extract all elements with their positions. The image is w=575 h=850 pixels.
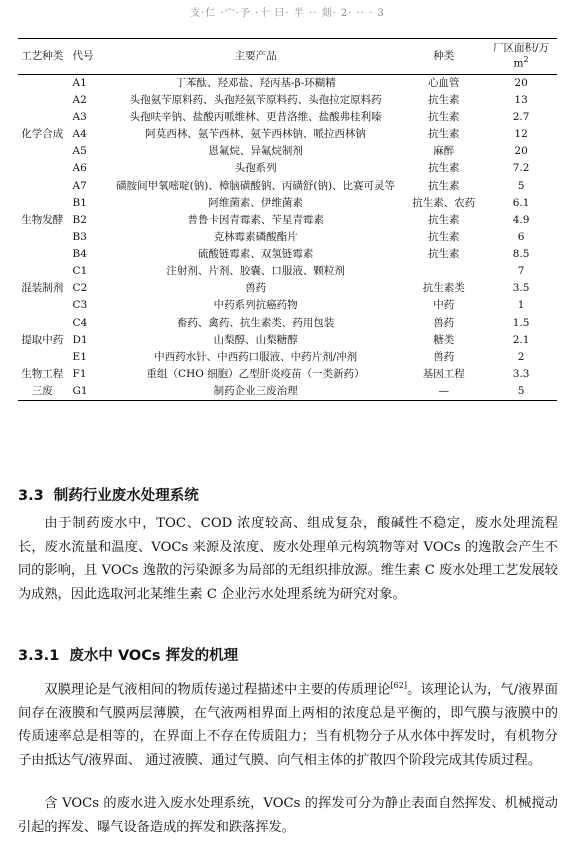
cell-area: 1 — [517, 299, 525, 312]
table-row — [18, 349, 557, 366]
cell-kind: 兽药 — [433, 316, 455, 329]
cell-area: 5 — [485, 383, 557, 401]
cell-area: 2 — [517, 350, 525, 363]
col-header-code: 代号 — [67, 39, 109, 75]
cell-type — [18, 143, 67, 160]
cell-code: A4 — [72, 128, 87, 141]
cell-area: 3.5 — [512, 282, 530, 295]
cell-type: 生物发酵 — [21, 213, 64, 226]
table-row — [18, 246, 557, 263]
cell-area: 5 — [517, 179, 525, 192]
cell-area: 2.1 — [512, 333, 530, 346]
cell-code: A3 — [72, 111, 87, 123]
paragraph-voc-volatilization: 含 VOCs 的废水进入废水处理系统，VOCs 的挥发可分为静止表面自然挥发、机械搅动引起的挥发、曝气设备造成的挥发和跌落挥发。 — [18, 796, 558, 835]
table-row — [18, 109, 557, 126]
table-row — [18, 126, 557, 143]
cell-product: 头孢系列 — [234, 162, 277, 175]
col-header-type: 工艺种类 — [18, 39, 67, 75]
cell-code: B1 — [72, 196, 87, 209]
cell-area: 7 — [517, 265, 525, 278]
table-row — [18, 212, 557, 229]
cell-kind: 抗生素 — [427, 162, 460, 175]
process-table — [18, 38, 557, 401]
table-row — [18, 280, 557, 297]
cell-code: A6 — [72, 162, 87, 175]
table-row — [18, 332, 557, 349]
cell-code: B4 — [72, 248, 87, 260]
table-row — [18, 297, 557, 314]
cell-product: 克林霉素磷酸酯片 — [213, 230, 298, 243]
cell-kind: 抗生素 — [427, 230, 460, 243]
cell-kind: 抗生素 — [427, 111, 460, 123]
cell-area: 7.2 — [512, 162, 530, 175]
paragraph-wastewater-intro: 由于制药废水中，TOC、COD 浓度较高、组成复杂，酸碱性不稳定，废水处理流程长，废水流量和温度、VOCs 来源及浓度、废水处理单元构筑物等对 VOCs 的逸散会产生不同的影响，且 VOCs 逸散的污染源多为局部的无组织排放源。维生素 C 废水处理工艺发展较为成熟，因此选取河北某维生素 C 企业污水处理系统为研究对象。 — [18, 516, 558, 602]
cell-kind: 抗生素 — [427, 93, 460, 106]
paragraph-two-film-theory: 双膜理论是气液相间的物质传递过程描述中主要的传质理论[62]。该理论认为，气/液界面间存在液膜和气膜两层薄膜，在气液两相界面上两相的浓度总是平衡的，即气膜与液膜中的传质速率总是相等的，在界面上不存在传质阻力；当有机物分子从水体中挥发时，有机物分子由抵达气/液界面、 通过液膜、通过气膜、向气相主体的扩散四个阶段完成其传质过程。 — [18, 681, 558, 768]
cell-code: C4 — [72, 316, 88, 329]
cell-type — [18, 263, 67, 280]
cell-type: 提取中药 — [21, 333, 64, 346]
table-row — [18, 366, 557, 383]
cell-type — [18, 297, 67, 314]
cell-product: 阿维菌素、伊维菌素 — [208, 196, 303, 209]
table-row — [18, 74, 557, 92]
cell-product: 兽药 — [245, 282, 267, 295]
cell-code: B2 — [72, 213, 87, 226]
cell-type — [18, 315, 67, 332]
table-row — [18, 178, 557, 195]
cell-kind: 基因工程 — [422, 367, 465, 380]
cell-type: 混装制剂 — [21, 282, 64, 295]
cell-product: 丁苯酞、羟邓盐、羟丙基-β-环糊精 — [175, 76, 336, 89]
cell-type — [18, 229, 67, 246]
cell-kind: — — [402, 383, 485, 401]
cell-product: 中药系列抗癌药物 — [213, 299, 298, 312]
cell-code: C1 — [72, 265, 88, 278]
cell-kind: 抗生素 — [427, 128, 460, 141]
cell-area: 20 — [514, 76, 528, 89]
cell-code: A7 — [72, 179, 87, 192]
cell-product: 重组（CHO 细胞）乙型肝炎疫苗（一类新药） — [146, 367, 365, 380]
cell-code: A1 — [72, 76, 87, 89]
cell-type: 三废 — [18, 383, 67, 401]
cell-code: D1 — [72, 333, 88, 346]
cell-area: 6.1 — [512, 196, 530, 209]
section-heading-3-3-1: 3.3.1 废水中 VOCs 挥发的机理 — [18, 648, 239, 664]
cell-type: 生物工程 — [21, 367, 64, 380]
cell-kind: 抗生素 — [427, 179, 460, 192]
cell-area: 1.5 — [512, 316, 530, 329]
section-heading-3-3: 3.3 制药行业废水处理系统 — [18, 488, 199, 504]
cell-product: 山梨醇、山梨糖醇 — [213, 333, 298, 346]
cell-type — [18, 349, 67, 366]
cell-product: 硫酸链霉素、双氢链霉素 — [197, 248, 314, 260]
cell-area: 12 — [514, 128, 528, 141]
cell-code: B3 — [72, 230, 87, 243]
cell-code: A2 — [72, 93, 87, 106]
cell-kind: 心血管 — [427, 76, 460, 89]
cell-kind: 抗生素、农药 — [412, 196, 476, 209]
col-header-area: 厂区面积/万$m^2$ — [485, 39, 557, 75]
cell-product: 恩氟烷、异氟烷制剂 — [208, 145, 303, 158]
cell-area: 13 — [514, 93, 528, 106]
cell-kind: 抗生素类 — [422, 282, 465, 295]
cell-kind: 抗生素 — [427, 213, 460, 226]
cell-product: 中西药水针、中西药口服液、中药片剂/冲剂 — [154, 350, 358, 363]
col-header-product: 主要产品 — [109, 39, 402, 75]
cell-code: F1 — [72, 367, 87, 380]
table-row — [18, 315, 557, 332]
cell-area: 2.7 — [512, 111, 530, 123]
cell-type — [18, 246, 67, 263]
table-row — [18, 229, 557, 246]
cell-code: E1 — [72, 350, 87, 363]
cell-area: 6 — [517, 230, 525, 243]
cell-kind: 抗生素 — [427, 248, 460, 260]
table-row — [18, 263, 557, 280]
cell-area: 3.3 — [512, 367, 530, 380]
table-header-row — [18, 39, 557, 75]
cell-kind: 中药 — [433, 299, 455, 312]
table-row — [18, 92, 557, 109]
cell-code: G1 — [67, 383, 109, 401]
running-header: 支·仁 ·宀·予 ·十 曰· 半 ·· 剡· 2· ·· · 3​ — [190, 8, 385, 19]
cell-type — [18, 109, 67, 126]
table-row — [18, 143, 557, 160]
col-header-kind: 种类 — [402, 39, 485, 75]
cell-code: C3 — [72, 299, 88, 312]
cell-product: 制药企业三废治理 — [109, 383, 402, 401]
cell-product: 普鲁卡因青霉素、苄星青霉素 — [187, 213, 324, 226]
cell-code: C2 — [72, 282, 88, 295]
cell-kind: 麻醉 — [433, 145, 455, 158]
cell-product: 头孢氨苄原料药、头孢羟氨苄原料药、头孢拉定原料药 — [129, 93, 382, 106]
table-row — [18, 160, 557, 177]
cell-kind: 糖类 — [433, 333, 455, 346]
table-row — [18, 195, 557, 212]
table-row — [18, 383, 557, 401]
cell-product: 畜药、禽药、抗生素类、药用包装 — [176, 316, 335, 329]
cell-type — [18, 160, 67, 177]
cell-product: 注射剂、片剂、胶囊、口服液、颗粒剂 — [166, 265, 345, 278]
cell-product: 头孢呋辛钠、盐酸丙哌维林、更昔洛维、盐酸弗桂利嗪 — [129, 111, 382, 123]
cell-kind — [402, 263, 485, 280]
cell-kind: 兽药 — [433, 350, 455, 363]
cell-product: 磺胺间甲氧嘧啶(钠)、樟脑磺酸钠、丙磺舒(钠)、比赛可灵等 — [116, 179, 396, 192]
cell-code: A5 — [72, 145, 87, 158]
cell-area: 8.5 — [512, 248, 530, 260]
cell-type — [18, 74, 67, 92]
cell-area: 20 — [514, 145, 528, 158]
cell-type: 化学合成 — [21, 128, 64, 141]
cell-type — [18, 92, 67, 109]
cell-product: 阿莫西林、氨苄西林、氨苄西林钠、哌拉西林钠 — [145, 128, 366, 141]
cell-type — [18, 195, 67, 212]
cell-type — [18, 178, 67, 195]
cell-area: 4.9 — [512, 213, 530, 226]
